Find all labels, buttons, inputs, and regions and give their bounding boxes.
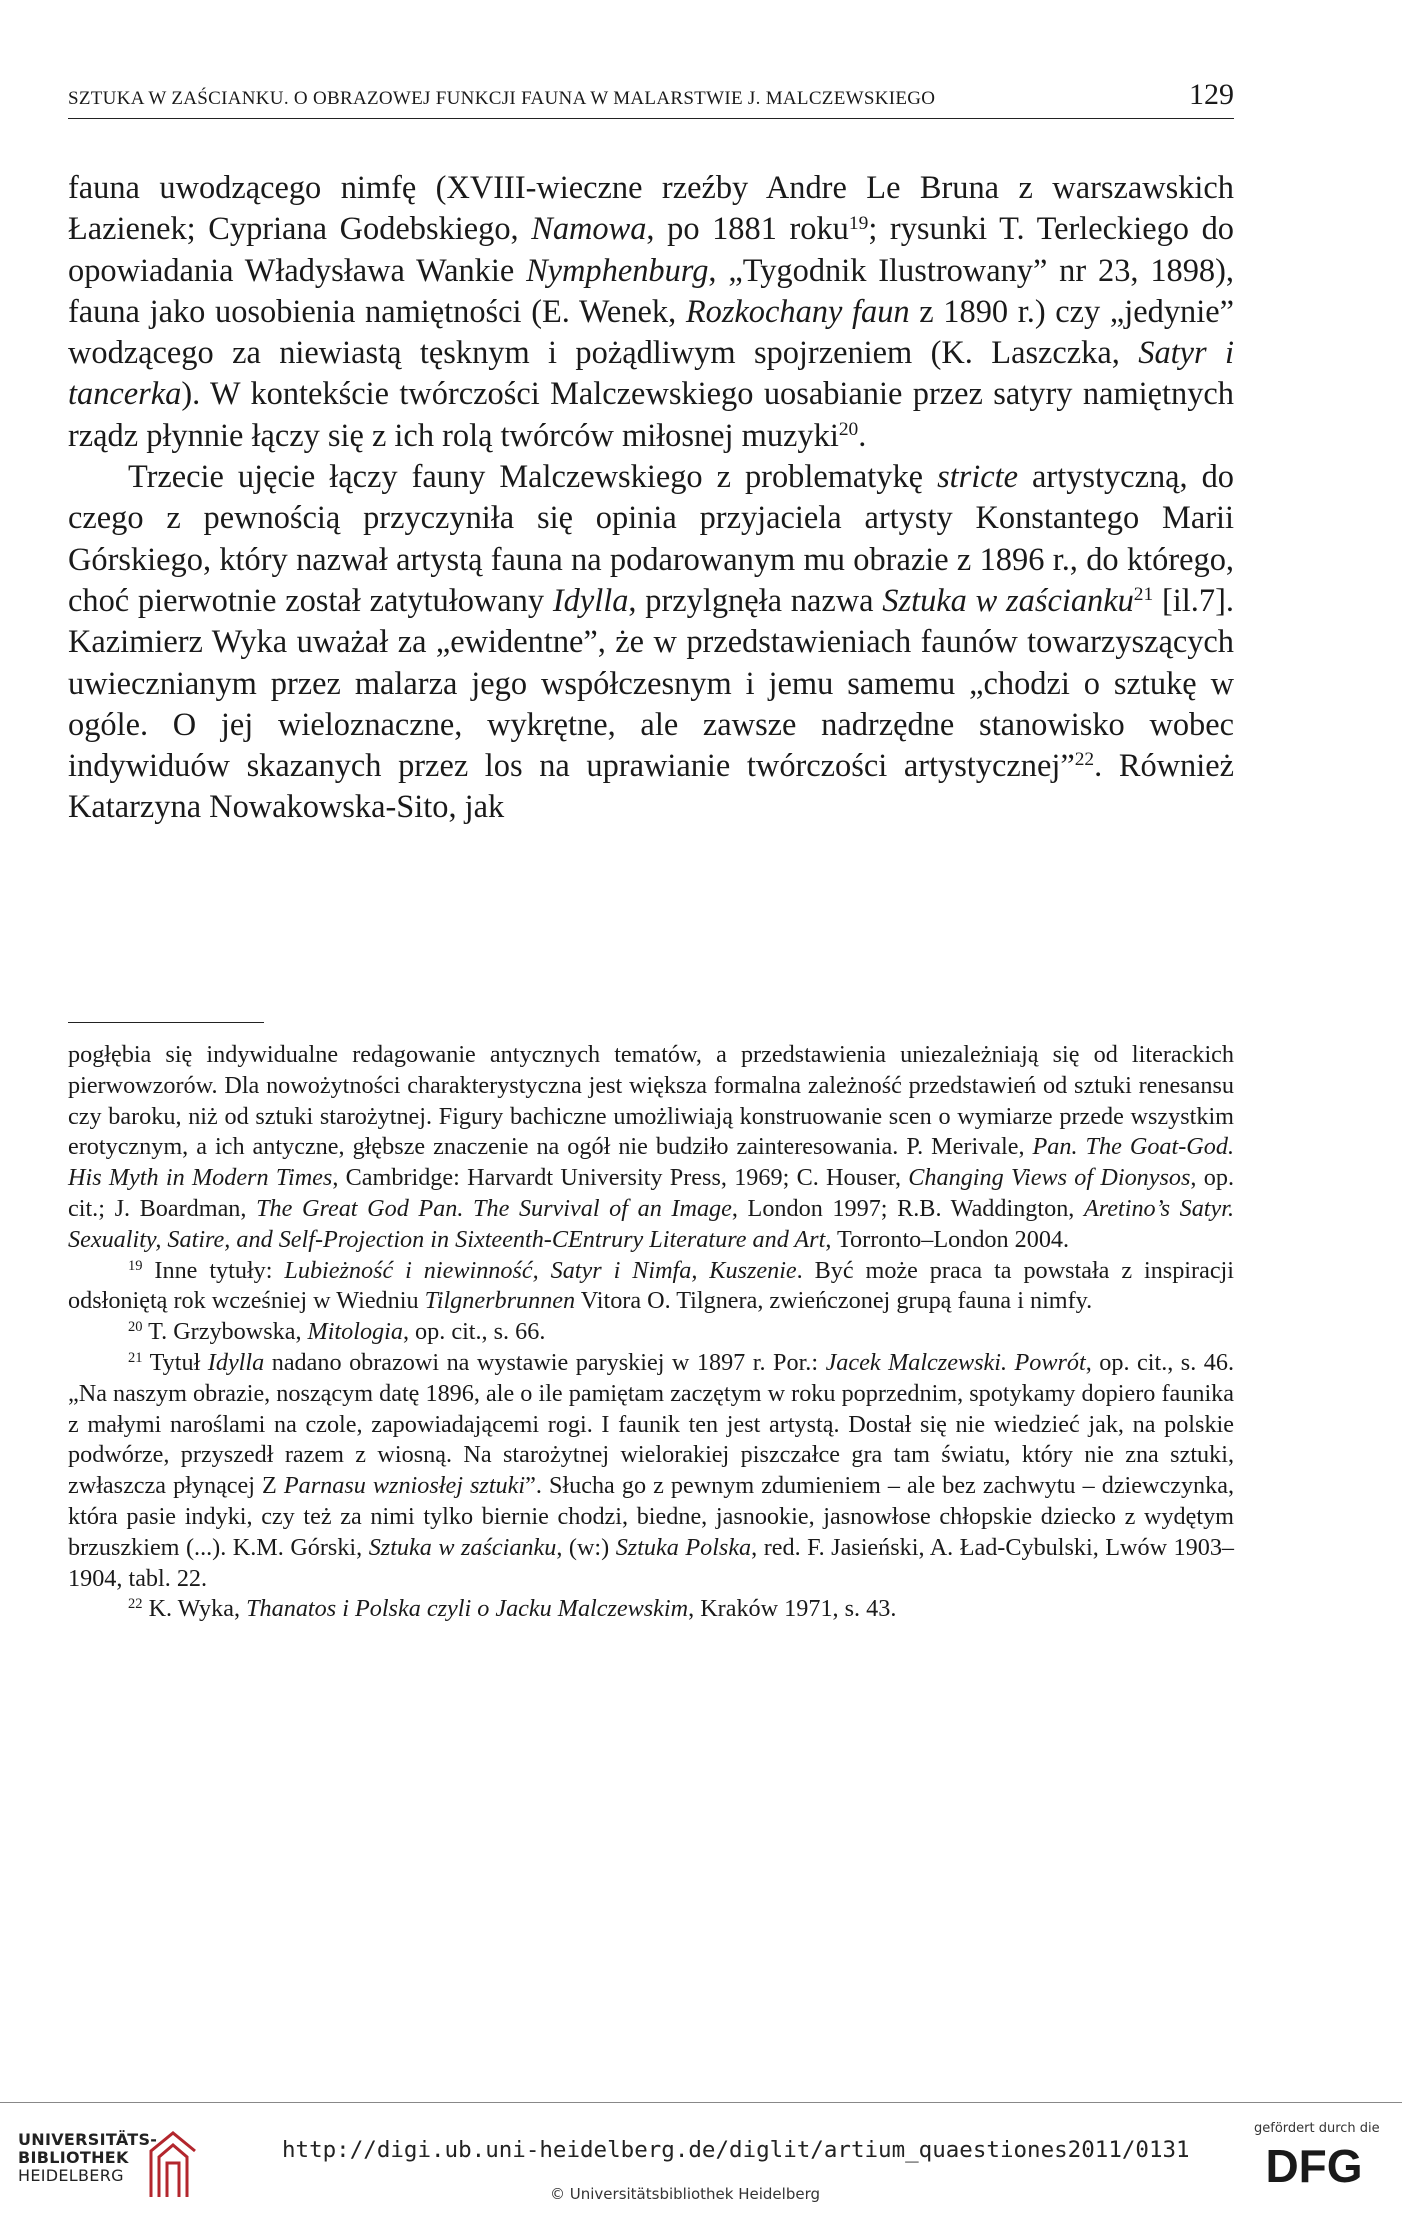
italic-title: Sztuka Polska [615, 1533, 752, 1561]
library-name-line: HEIDELBERG [18, 2166, 124, 2185]
text-run: , London 1997; R.B. Waddington, [731, 1194, 1084, 1222]
footnote-number: 21 [128, 1349, 143, 1366]
italic-title: Rozkochany faun [685, 293, 910, 330]
italic-title: Lubieżność i niewinność, Satyr i Nimfa, Kuszenie [284, 1256, 797, 1284]
running-head [68, 72, 1234, 119]
text-run: ”. Słucha go z pewnym zdumieniem – ale bez zachwytu – dziewczynka, która pasie indyki, czy też za nimi tylko biernie chodzi, biedne, jasnookie, jasnowłose chłopskie dziecko z wydętym brzuszkiem (...). K.M. Górski, [68, 1472, 1235, 1561]
italic-term: stricte [937, 459, 1019, 496]
footnotes [68, 1040, 1234, 1625]
italic-title: Idylla [207, 1348, 265, 1376]
text-run: , red. F. Jasieński, A. Ład-Cybulski, Lwów 1903–1904, tabl. 22. [68, 1533, 1235, 1592]
italic-title: Aretino’s Satyr. Sexuality, Satire, and Self-Projection in Sixteenth-CEntrury Literature and Art [68, 1194, 1235, 1253]
text-run: Vitora O. Tilgnera, zwieńczonej grupą fauna i nimfy. [575, 1287, 1093, 1315]
text-run: , Kraków 1971, s. 43. [688, 1595, 897, 1623]
italic-title: Satyr i tancerka [68, 335, 1235, 413]
university-library-logo[interactable] [18, 2123, 218, 2203]
text-run: , op. cit., s. 46. „Na naszym obrazie, noszącym datę 1896, ale o ile pamiętam zaczętym w roku poprzednim, spotykamy dopiero faunika z małymi naroślami na czole, zapowiadającemi rogi. I faunik ten jest artystą. Dostał się nie wiedzieć jak, na polskie podwórze, przyszedł razem z wiosną. Na starożytnej wielorakiej piszczałce gra tam światu, który nie zna sztuki, zwłaszcza płynącej Z [68, 1348, 1234, 1500]
copyright-notice: © Universitätsbibliothek Heidelberg [550, 2185, 821, 2203]
library-name [18, 2131, 157, 2185]
text-run: . Również Katarzyna Nowakowska-Sito, jak [68, 748, 1234, 826]
italic-title: Sztuka w zaścianku [368, 1533, 557, 1561]
italic-title: Jacek Malczewski. Powrót [825, 1348, 1086, 1376]
text-run: , Cambridge: Harvardt University Press, 1969; C. Houser, [332, 1164, 909, 1192]
italic-title: Nymphenburg [526, 252, 709, 289]
italic-title: Mitologia [307, 1318, 403, 1346]
footnote-separator [68, 1022, 264, 1023]
digitization-footer [0, 2102, 1402, 2220]
italic-title: Thanatos i Polska czyli o Jacku Malczewskim [246, 1595, 689, 1623]
italic-title: Sztuka w zaścianku [882, 582, 1134, 619]
text-run: , „Tygodnik Ilustrowany” nr 23, 1898), fauna jako uosobienia namiętności (E. Wenek, [68, 252, 1234, 330]
footnote-22 [68, 1594, 1234, 1625]
dfg-logo-icon [1259, 2140, 1369, 2190]
text-run: [il.7]. Kazimierz Wyka uważał za „ewidentne”, że w przedstawieniach faunów towarzyszących uwiecznianym przez malarza jego współczesnym i jemu samemu „chodzi o sztukę w ogóle. O jej wieloznaczne, wykrętne, ale zawsze nadrzędne stanowisko wobec indywiduów skazanych przez los na uprawianie twórczości artystycznej” [68, 582, 1234, 785]
footnote-number: 22 [128, 1596, 143, 1613]
text-run: Tytuł [142, 1348, 208, 1376]
text-run: , op. cit., s. 66. [402, 1318, 546, 1346]
text-run: z 1890 r.) czy „jedynie” wodzącego za niewiastą tęsknym i pożądliwym spojrzeniem (K. Laszczka, [68, 293, 1234, 372]
footnote-ref[interactable]: 19 [848, 212, 869, 234]
text-run: K. Wyka, [142, 1595, 247, 1623]
italic-title: The Great God Pan. The Survival of an Image [256, 1194, 732, 1222]
svg-text:DFG: DFG [1265, 2140, 1363, 2190]
text-run: Trzecie ujęcie łączy fauny Malczewskiego z problematykę [128, 459, 938, 496]
text-run: , po 1881 roku [646, 211, 849, 248]
footnote-continuation [68, 1040, 1234, 1256]
text-run: , Torronto–London 2004. [825, 1225, 1070, 1253]
footnote-ref[interactable]: 21 [1133, 584, 1154, 606]
text-run: T. Grzybowska, [142, 1318, 308, 1346]
text-run: ; rysunki T. Terleckiego do opowiadania Władysława Wankie [68, 211, 1234, 289]
text-run: pogłębia się indywidualne redagowanie antycznych tematów, a przedstawienia uniezależniają się od literackich pierwowzorów. Dla nowożytności charakterystyczna jest większa formalna zależność przedstawień od sztuki renesansu czy baroku, niż od sztuki starożytnej. Figury bachiczne umożliwiają konstruowanie scen o wymiarze przede wszystkim erotycznym, a ich antyczne, głębsze znaczenie na ogół nie budziło zainteresowania. P. Merivale, [68, 1041, 1234, 1161]
source-url-link[interactable]: http://digi.ub.uni-heidelberg.de/diglit/artium_quaestiones2011/0131 [282, 2137, 1190, 2163]
text-run: Inne tytuły: [142, 1256, 285, 1284]
dfg-caption: gefördert durch die [1254, 2121, 1380, 2136]
paragraph-1 [68, 168, 1234, 457]
text-run: , (w:) [556, 1533, 616, 1561]
library-name-line: UNIVERSITÄTS- [18, 2130, 158, 2149]
footnote-ref[interactable]: 22 [1074, 749, 1095, 771]
footnote-number: 20 [128, 1319, 143, 1336]
text-run: . Być może praca ta powstała z inspiracji odsłoniętą rok wcześniej w Wiedniu [68, 1256, 1234, 1315]
paragraph-2 [68, 457, 1234, 829]
text-run: fauna uwodzącego nimfę (XVIII-wieczne rzeźby Andre Le Bruna z warszawskich Łazienek; Cypriana Godebskiego, [68, 170, 1234, 248]
footnote-19 [68, 1256, 1234, 1318]
running-title: SZTUKA W ZAŚCIANKU. O OBRAZOWEJ FUNKCJI FAUNA W MALARSTWIE J. MALCZEWSKIEGO [68, 88, 936, 109]
text-run: nadano obrazowi na wystawie paryskiej w 1897 r. Por.: [264, 1348, 826, 1376]
text-run: . [858, 417, 867, 454]
italic-title: Changing Views of Dionysos [908, 1164, 1191, 1192]
italic-title: Idylla [552, 582, 629, 619]
text-run: ). W kontekście twórczości Malczewskiego uosabianie przez satyry namiętnych rządz płynnie łączy się z ich rolą twórców miłosnej muzyki [68, 376, 1234, 454]
library-emblem-icon [143, 2129, 203, 2199]
text-run: , op. cit.; J. Boardman, [68, 1164, 1234, 1222]
italic-title: Pan. The Goat-God. His Myth in Modern Times [68, 1133, 1234, 1192]
main-text [68, 168, 1234, 829]
italic-title: Parnasu wzniosłej sztuki [283, 1472, 526, 1500]
footnote-number: 19 [128, 1257, 143, 1274]
text-run: , przylgnęła nazwa [628, 582, 883, 619]
italic-title: Namowa [531, 211, 647, 248]
dfg-funding-badge[interactable] [1254, 2121, 1380, 2211]
page-number: 129 [1189, 78, 1234, 111]
text-run: artystyczną, do czego z pewnością przyczyniła się opinia przyjaciela artysty Konstantego Marii Górskiego, który nazwał artystą fauna na podarowanym mu obrazie z 1896 r., do którego, choć pierwotnie został zatytułowany [68, 459, 1234, 619]
footnote-20 [68, 1317, 1234, 1348]
footnote-ref[interactable]: 20 [838, 419, 859, 441]
library-name-line: BIBLIOTHEK [18, 2148, 129, 2167]
footnote-21 [68, 1348, 1234, 1594]
italic-title: Tilgnerbrunnen [424, 1287, 576, 1315]
